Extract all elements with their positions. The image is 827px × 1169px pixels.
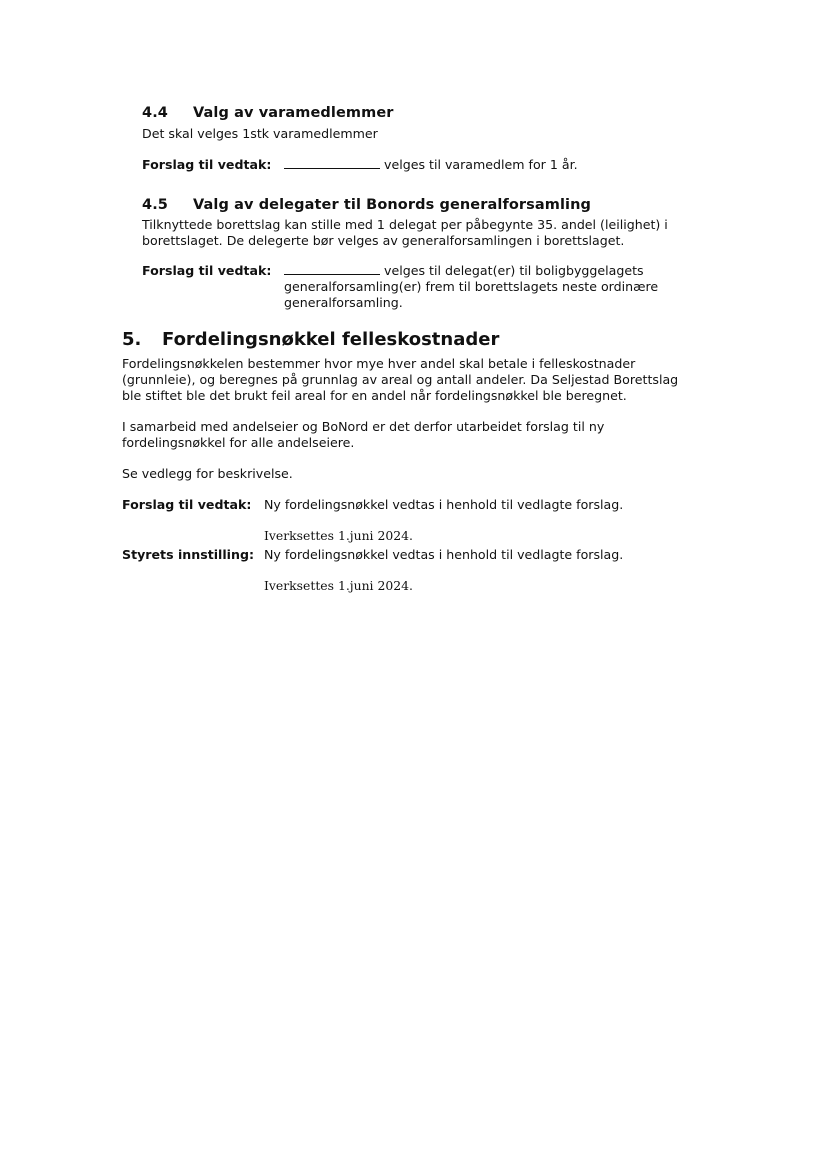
section-5-para2-line-2: fordelingsnøkkel for alle andelseiere.	[122, 435, 355, 450]
proposal-text	[284, 157, 578, 173]
proposal-label: Forslag til vedtak:	[122, 497, 252, 512]
board-recommendation-date: Iverksettes 1.juni 2024.	[264, 578, 413, 593]
section-number: 4.4	[142, 105, 168, 121]
blank-line	[284, 157, 380, 169]
proposal-text-content: velges til delegat(er) til boligbyggelagets	[384, 263, 644, 278]
section-title: Valg av varamedlemmer	[193, 105, 394, 121]
section-title: Fordelingsnøkkel felleskostnader	[162, 329, 500, 350]
proposal-date: Iverksettes 1.juni 2024.	[264, 528, 413, 543]
section-4-4-body: Det skal velges 1stk varamedlemmer	[142, 126, 378, 141]
section-5-para3: Se vedlegg for beskrivelse.	[122, 466, 293, 481]
proposal-text: Ny fordelingsnøkkel vedtas i henhold til vedlagte forslag.	[264, 497, 624, 512]
section-number: 5.	[122, 329, 142, 350]
board-recommendation-label: Styrets innstilling:	[122, 547, 255, 562]
section-number: 4.5	[142, 197, 168, 213]
section-5-heading	[122, 329, 622, 353]
section-title: Valg av delegater til Bonords generalforsamling	[193, 197, 592, 213]
proposal-line-1	[284, 263, 644, 279]
board-recommendation-text: Ny fordelingsnøkkel vedtas i henhold til vedlagte forslag.	[264, 547, 624, 562]
proposal-line-3: generalforsamling.	[284, 295, 403, 310]
proposal-label: Forslag til vedtak:	[142, 157, 272, 172]
proposal-text-content: velges til varamedlem for 1 år.	[384, 157, 578, 172]
proposal-line-2: generalforsamling(er) frem til borettslagets neste ordinære	[284, 279, 659, 294]
section-4-5-body-line-2: borettslaget. De delegerte bør velges av generalforsamlingen i borettslaget.	[142, 233, 625, 248]
section-5-para1-line-2: (grunnleie), og beregnes på grunnlag av areal og antall andeler. Da Seljestad Borettslag	[122, 372, 679, 387]
section-5-para1-line-1: Fordelingsnøkkelen bestemmer hvor mye hver andel skal betale i felleskostnader	[122, 356, 636, 371]
section-4-5-heading	[142, 197, 642, 217]
proposal-label: Forslag til vedtak:	[142, 263, 272, 278]
section-4-4-heading	[142, 105, 442, 125]
section-5-para2-line-1: I samarbeid med andelseier og BoNord er det derfor utarbeidet forslag til ny	[122, 419, 605, 434]
blank-line	[284, 263, 380, 275]
section-4-5-body-line-1: Tilknyttede borettslag kan stille med 1 delegat per påbegynte 35. andel (leilighet) i	[142, 217, 668, 232]
section-5-para1-line-3: ble stiftet ble det brukt feil areal for en andel når fordelingsnøkkel ble beregnet.	[122, 388, 627, 403]
